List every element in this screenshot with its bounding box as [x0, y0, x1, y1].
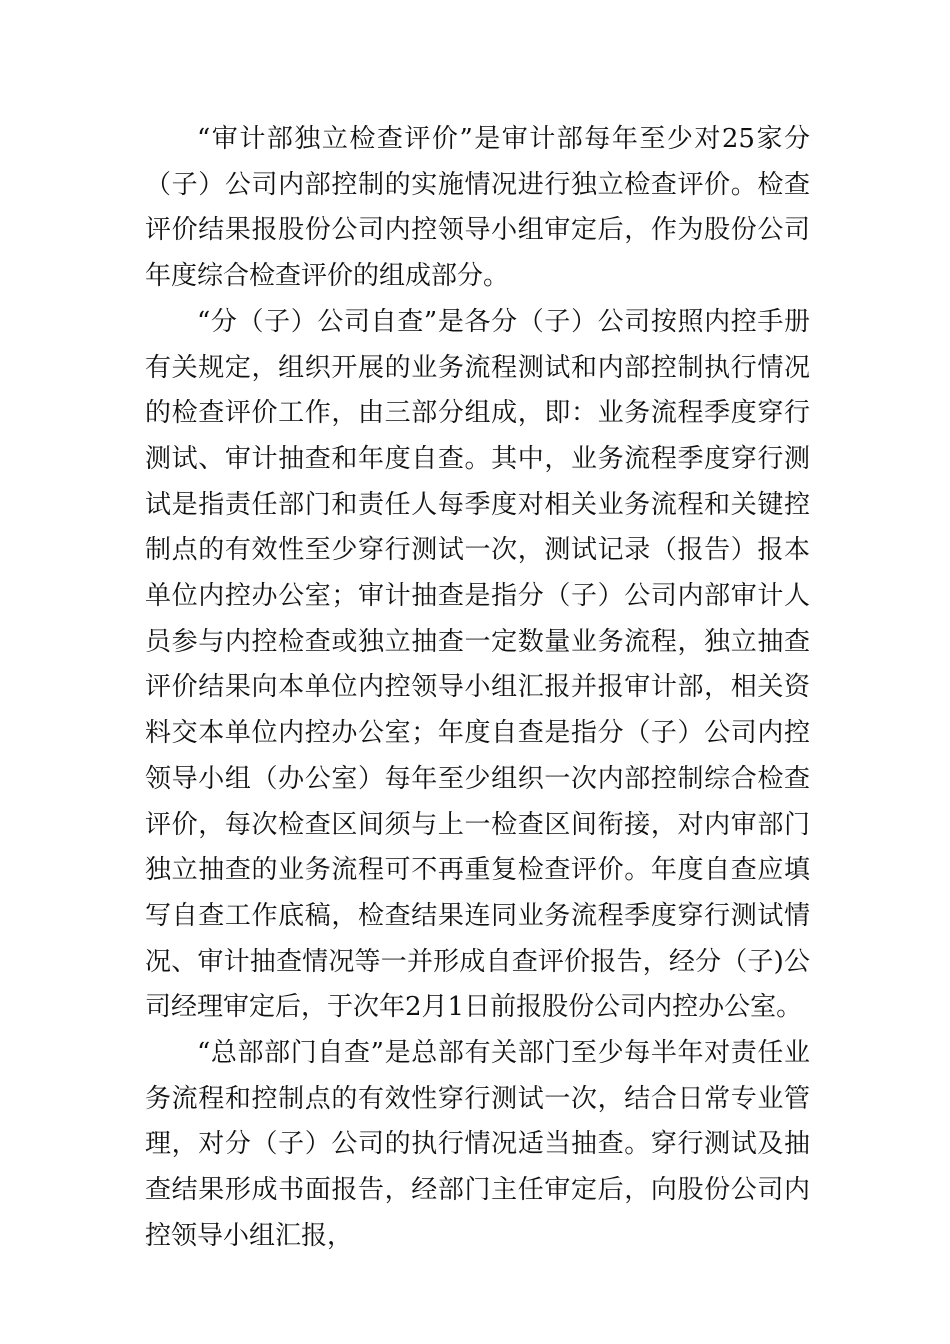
paragraph-hq-department-self-check: “总部部门自查”是总部有关部门至少每半年对责任业务流程和控制点的有效性穿行测试一次，结合日常专业管理，对分（子）公司的执行情况适当抽查。穿行测试及抽查结果形成书面报告，经部门主任审定后，向股份公司内控领导小组汇报，	[145, 1038, 810, 1251]
paragraph-subsidiary-self-check: “分（子）公司自查”是各分（子）公司按照内控手册有关规定，组织开展的业务流程测试和内部控制执行情况的检查评价工作，由三部分组成，即：业务流程季度穿行测试、审计抽查和年度自查。其中，业务流程季度穿行测试是指责任部门和责任人每季度对相关业务流程和关键控制点的有效性至少穿行测试一次，测试记录（报告）报本单位内控办公室；审计抽查是指分（子）公司内部审计人员参与内控检查或独立抽查一定数量业务流程，独立抽查评价结果向本单位内控领导小组汇报并报审计部，相关资料交本单位内控办公室；年度自查是指分（子）公司内控领导小组（办公室）每年至少组织一次内部控制综合检查评价，每次检查区间须与上一检查区间衔接，对内审部门独立抽查的业务流程可不再重复检查评价。年度自查应填写自查工作底稿，检查结果连同业务流程季度穿行测试情况、审计抽查情况等一并形成自查评价报告，经分（子)公司经理审定后，于次年2月1日前报股份公司内控办公室。	[145, 306, 810, 1023]
paragraph-audit-independent-review: “审计部独立检查评价”是审计部每年至少对25家分（子）公司内部控制的实施情况进行独立检查评价。检查评价结果报股份公司内控领导小组审定后，作为股份公司年度综合检查评价的组成部分。	[145, 124, 810, 292]
document-body	[145, 117, 810, 1260]
